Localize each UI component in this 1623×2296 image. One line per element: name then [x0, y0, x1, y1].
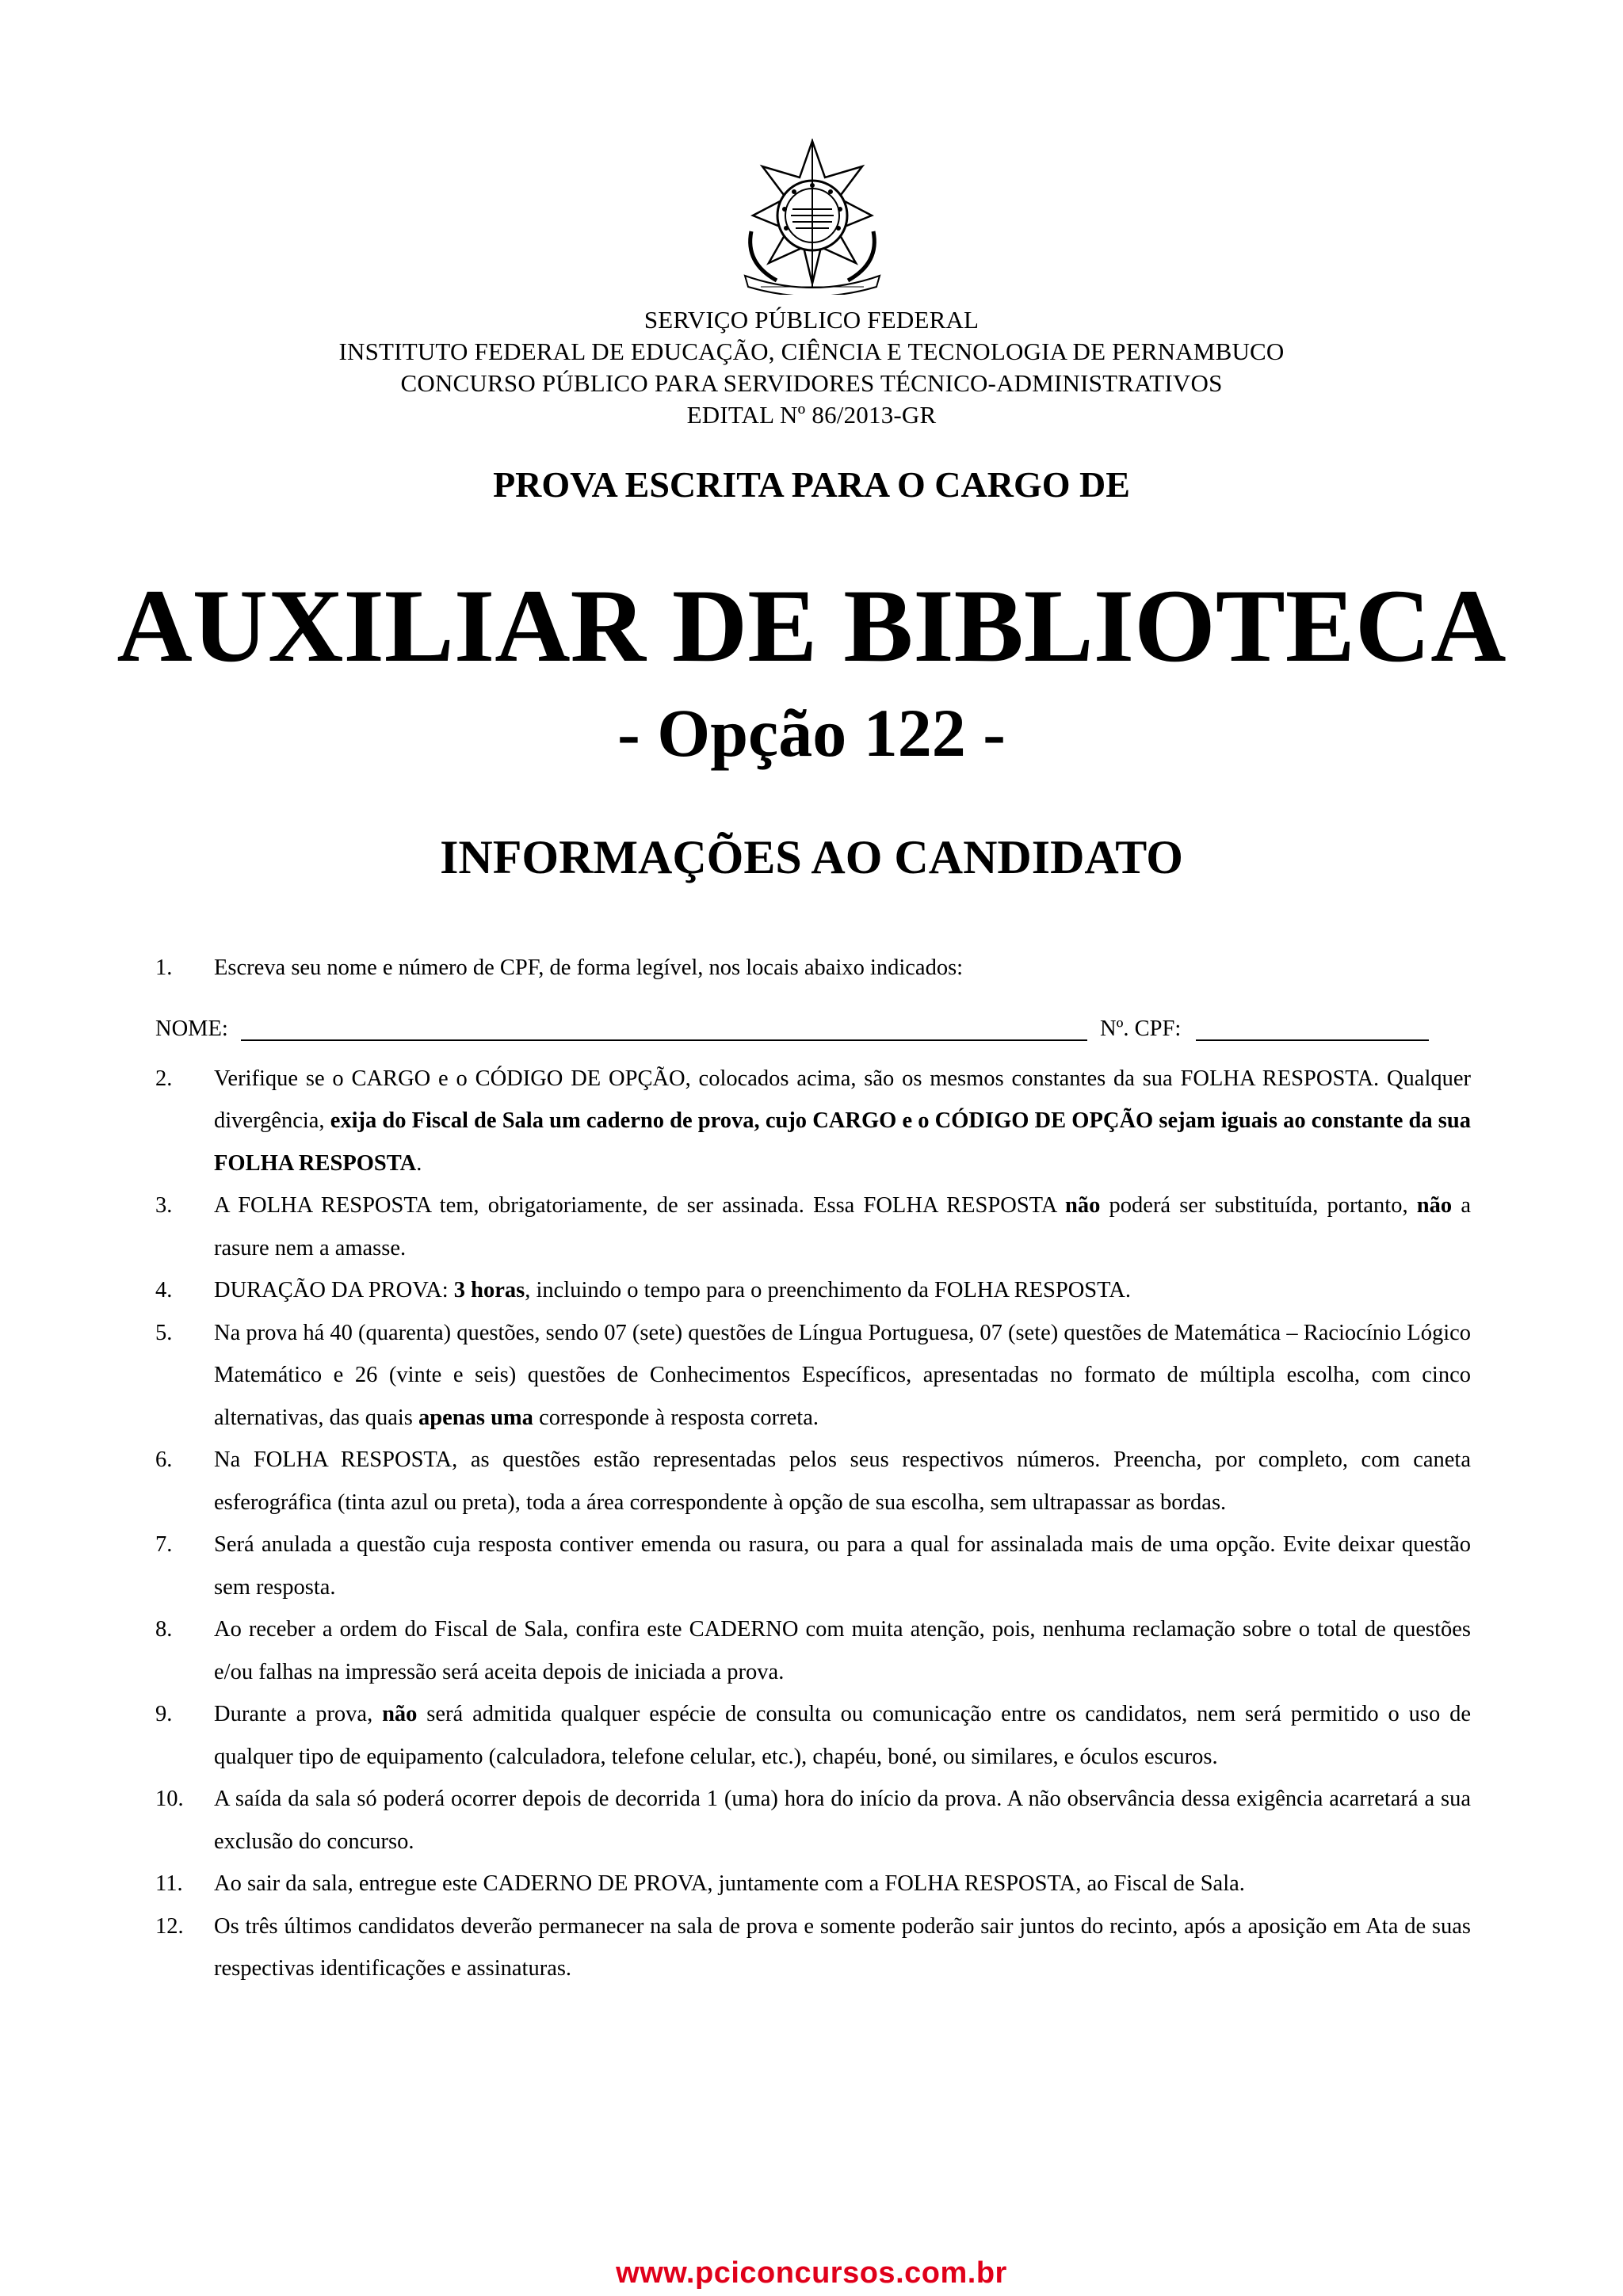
instruction-item [155, 1905, 1471, 1990]
brasao-republica-seal-icon [729, 136, 896, 295]
instruction-text: , incluindo o tempo para o preenchimento da FOLHA RESPOSTA. [525, 1278, 1131, 1302]
instruction-item [155, 1184, 1471, 1269]
instruction-text: poderá ser substituída, portanto, [1100, 1193, 1417, 1218]
header-line-instituto: INSTITUTO FEDERAL DE EDUCAÇÃO, CIÊNCIA E TECNOLOGIA DE PERNAMBUCO [338, 338, 1285, 365]
instruction-number: 6. [155, 1447, 173, 1472]
footer [0, 2256, 1623, 2290]
instruction-text: a rasure nem a amasse. [214, 1193, 1471, 1261]
instruction-number: 11. [155, 1871, 183, 1896]
cpf-field[interactable] [1196, 1039, 1429, 1041]
instruction-text: Na FOLHA RESPOSTA, as questões estão representadas pelos seus respectivos números. Preencha, por completo, com caneta esferográfica (tinta azul ou preta), toda a área correspondente à opção de sua escolha, sem ultrapassar as bordas. [214, 1447, 1471, 1515]
instruction-text: . [416, 1150, 422, 1176]
instruction-number: 1. [155, 955, 173, 980]
instruction-bold-text: não [382, 1702, 418, 1726]
prova-title: PROVA ESCRITA PARA O CARGO DE [493, 464, 1130, 505]
instruction-text: Será anulada a questão cuja resposta contiver emenda ou rasura, ou para a qual for assinalada mais de uma opção. Evite deixar questão sem resposta. [214, 1532, 1471, 1600]
instruction-bold-text: apenas uma [418, 1405, 533, 1430]
instruction-text: Ao sair da sala, entregue este CADERNO DE PROVA, juntamente com a FOLHA RESPOSTA, ao Fiscal de Sala. [214, 1871, 1245, 1896]
instruction-item [155, 1439, 1471, 1524]
instruction-text: corresponde à resposta correta. [533, 1405, 819, 1430]
instruction-number: 7. [155, 1532, 173, 1557]
nome-label: NOME: [155, 1016, 228, 1041]
instruction-item [155, 1778, 1471, 1863]
instruction-item [155, 1608, 1471, 1693]
info-title: INFORMAÇÕES AO CANDIDATO [440, 831, 1183, 883]
footer-url-link[interactable]: www.pciconcursos.com.br [616, 2256, 1007, 2290]
instruction-text: será admitida qualquer espécie de consulta ou comunicação entre os candidatos, nem será permitido o uso de qualquer tipo de equipamento (calculadora, telefone celular, etc.), chapéu, boné, ou similares, e óculos escuros. [214, 1702, 1471, 1769]
instruction-bold-text: não [1065, 1193, 1101, 1218]
instruction-text: Escreva seu nome e número de CPF, de forma legível, nos locais abaixo indicados: [214, 955, 964, 980]
instruction-item [155, 1269, 1471, 1312]
cpf-label: Nº. CPF: [1100, 1016, 1182, 1041]
instruction-number: 12. [155, 1913, 184, 1939]
instruction-number: 10. [155, 1787, 184, 1811]
instruction-text: A FOLHA RESPOSTA tem, obrigatoriamente, de ser assinada. Essa FOLHA RESPOSTA [214, 1193, 1065, 1218]
instruction-text: Os três últimos candidatos deverão permanecer na sala de prova e somente poderão sair juntos do recinto, após a aposição em Ata de suas respectivas identificações e assinaturas. [214, 1913, 1471, 1981]
instruction-number: 2. [155, 1066, 173, 1091]
instruction-number: 5. [155, 1320, 173, 1345]
instruction-item [155, 1863, 1471, 1905]
instruction-text: DURAÇÃO DA PROVA: [214, 1278, 454, 1302]
instruction-bold-text: exija do Fiscal de Sala um caderno de prova, cujo CARGO e o CÓDIGO DE OPÇÃO sejam iguais ao constante da sua FOLHA RESPOSTA [214, 1108, 1471, 1176]
instruction-text: Durante a prova, [214, 1702, 383, 1726]
instruction-text: Na prova há 40 (quarenta) questões, sendo 07 (sete) questões de Língua Portuguesa, 07 (sete) questões de Matemática – Raciocínio Lógico Matemático e 26 (vinte e seis) questões de Conhecimentos Específicos, apresentadas no formato de múltipla escolha, com cinco alternativas, das quais [214, 1320, 1472, 1430]
instruction-item [155, 947, 1471, 990]
instruction-item [155, 1524, 1471, 1608]
instruction-bold-text: 3 horas [453, 1278, 525, 1302]
instruction-number: 9. [155, 1702, 173, 1726]
instruction-number: 8. [155, 1617, 173, 1642]
header-line-concurso: CONCURSO PÚBLICO PARA SERVIDORES TÉCNICO-ADMINISTRATIVOS [400, 369, 1223, 397]
instructions-list [155, 947, 1471, 1990]
instruction-item [155, 1058, 1471, 1185]
name-cpf-row [155, 1005, 1471, 1053]
instruction-item [155, 1312, 1471, 1440]
institution-header [0, 304, 1623, 431]
cargo-title: AUXILIAR DE BIBLIOTECA [116, 567, 1507, 684]
instruction-number: 3. [155, 1193, 173, 1218]
header-line-edital: EDITAL Nº 86/2013-GR [686, 401, 937, 429]
instruction-item [155, 1693, 1471, 1778]
nome-field[interactable] [241, 1039, 1087, 1041]
instruction-text: A saída da sala só poderá ocorrer depois de decorrida 1 (uma) hora do início da prova. A não observância dessa exigência acarretará a sua exclusão do concurso. [214, 1787, 1471, 1854]
instruction-bold-text: não [1416, 1193, 1453, 1218]
instruction-text: Verifique se o CARGO e o CÓDIGO DE OPÇÃO, colocados acima, são os mesmos constantes da sua FOLHA RESPOSTA. Qualquer divergência, [214, 1066, 1471, 1133]
instruction-text: Ao receber a ordem do Fiscal de Sala, confira este CADERNO com muita atenção, pois, nenhuma reclamação sobre o total de questões e/ou falhas na impressão será aceita depois de iniciada a prova. [214, 1617, 1471, 1684]
instruction-number: 4. [155, 1278, 173, 1302]
opcao-code: - Opção 122 - [617, 695, 1006, 771]
header-line-servico: SERVIÇO PÚBLICO FEDERAL [643, 306, 980, 334]
